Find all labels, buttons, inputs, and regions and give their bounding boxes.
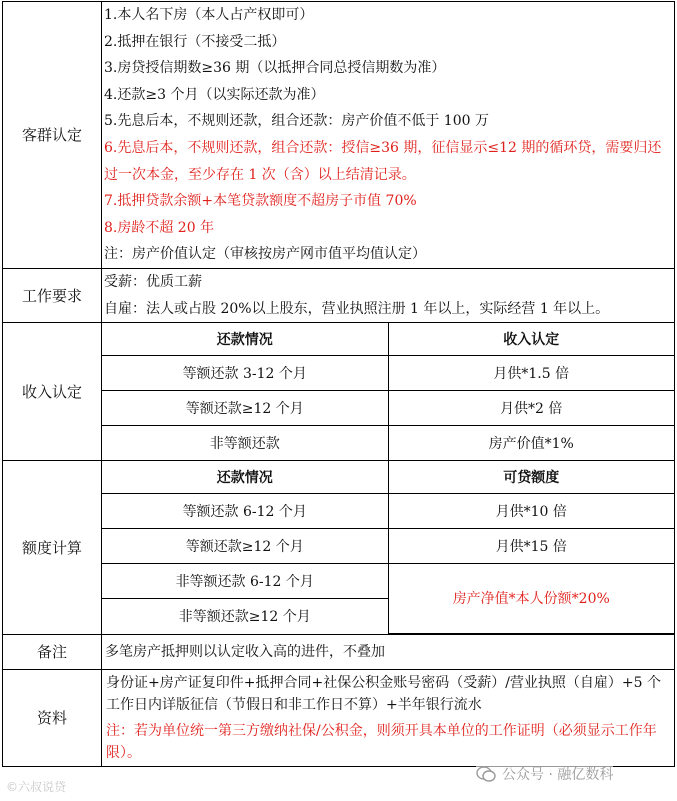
row-remarks bbox=[3, 634, 675, 669]
materials-text: 身份证+房产证复印件+抵押合同+社保公积金账号密码（受薪）/营业执照（自雇）+5 个工作日内详版征信（节假日和非工作日不算）+半年银行流水 bbox=[106, 674, 661, 713]
wechat-icon bbox=[476, 766, 496, 782]
income-subtable bbox=[102, 323, 674, 460]
criteria-line: 5.先息后本，不规则还款，组合还款：房产价值不低于 100 万 bbox=[104, 113, 489, 130]
table-row bbox=[102, 426, 674, 461]
row-materials bbox=[3, 669, 675, 766]
row-income-recognition bbox=[3, 323, 675, 461]
amount-cell: 等额还款 6-12 个月 bbox=[102, 494, 388, 529]
watermark-right bbox=[476, 764, 613, 784]
amount-cell: 非等额还款≥12 个月 bbox=[102, 599, 388, 634]
criteria-line: 3.房贷授信期数≥36 期（以抵押合同总授信期数为准） bbox=[104, 60, 446, 77]
income-cell: 月供*2 倍 bbox=[388, 391, 674, 426]
income-header-repayment: 还款情况 bbox=[102, 323, 388, 356]
income-cell: 非等额还款 bbox=[102, 426, 388, 461]
customer-criteria-lines bbox=[102, 2, 674, 268]
income-cell: 房产价值*1% bbox=[488, 436, 574, 453]
criteria-line: 4.还款≥3 个月（以实际还款为准） bbox=[104, 86, 325, 103]
table-row bbox=[102, 391, 674, 426]
table-row bbox=[102, 356, 674, 391]
table-row bbox=[102, 564, 674, 599]
label-remarks: 备注 bbox=[3, 634, 102, 669]
income-cell: 等额还款≥12 个月 bbox=[102, 391, 388, 426]
amount-cell: 等额还款≥12 个月 bbox=[102, 529, 388, 564]
criteria-line-red: 6.先息后本，不规则还款，组合还款：授信≥36 期，征信显示≤12 期的循环贷，需要归还过一次本金，至少存在 1 次（含）以上结清记录。 bbox=[104, 139, 662, 183]
amount-header-limit: 可贷额度 bbox=[388, 461, 674, 494]
loan-policy-table bbox=[2, 1, 675, 767]
income-header-recognition: 收入认定 bbox=[388, 323, 674, 356]
amount-cell: 非等额还款 6-12 个月 bbox=[102, 564, 388, 599]
criteria-note: 注：房产价值认定（审核按房产网市值平均值认定） bbox=[104, 246, 426, 263]
work-line-salaried: 受薪：优质工薪 bbox=[104, 273, 202, 290]
table-row bbox=[102, 494, 674, 529]
row-customer-criteria bbox=[3, 2, 675, 269]
income-cell: 月供*1.5 倍 bbox=[388, 356, 674, 391]
criteria-line-red: 8.房龄不超 20 年 bbox=[104, 219, 215, 236]
label-income-recognition: 收入认定 bbox=[3, 323, 102, 461]
row-amount-calculation bbox=[3, 461, 675, 635]
row-work-requirement bbox=[3, 268, 675, 322]
work-line-selfemployed: 自雇：法人或占股 20%以上股东，营业执照注册 1 年以上，实际经营 1 年以上。 bbox=[104, 300, 610, 317]
amount-cell: 月供*15 倍 bbox=[388, 529, 674, 564]
criteria-line: 2.抵押在银行（不接受二抵） bbox=[104, 33, 286, 50]
income-cell: 等额还款 3-12 个月 bbox=[102, 356, 388, 391]
amount-merged-cell: 房产净值*本人份额*20% bbox=[388, 564, 674, 634]
remarks-text: 多笔房产抵押则以认定收入高的进件，不叠加 bbox=[105, 643, 385, 660]
label-materials: 资料 bbox=[3, 669, 102, 766]
materials-note: 注：若为单位统一第三方缴纳社保/公积金，则须开具本单位的工作证明（必须显示工作年限）。 bbox=[106, 722, 657, 761]
label-customer-criteria: 客群认定 bbox=[3, 2, 102, 269]
amount-header-repayment: 还款情况 bbox=[102, 461, 388, 494]
amount-cell: 月供*10 倍 bbox=[388, 494, 674, 529]
watermark-right-text: 公众号 · 融亿数科 bbox=[502, 767, 614, 783]
label-work-requirement: 工作要求 bbox=[3, 268, 102, 322]
watermark-left: ©六叔说贷 bbox=[6, 780, 67, 794]
amount-subtable bbox=[102, 461, 674, 634]
criteria-line-red: 7.抵押贷款余额+本笔贷款额度不超房子市值 70% bbox=[104, 193, 417, 210]
label-amount-calculation: 额度计算 bbox=[3, 461, 102, 635]
criteria-line: 1.本人名下房（本人占产权即可） bbox=[104, 7, 314, 23]
table-row bbox=[102, 529, 674, 564]
